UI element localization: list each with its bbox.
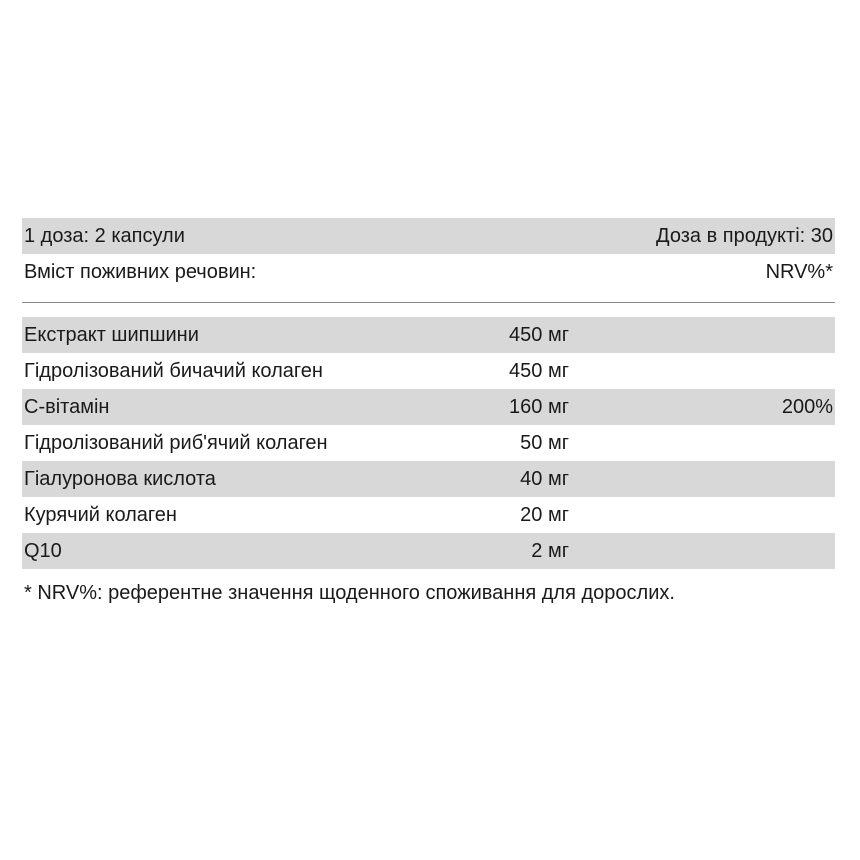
- table-row: [22, 425, 835, 461]
- table-row: [22, 317, 835, 353]
- ingredient-nrv: 200%: [781, 396, 833, 418]
- ingredient-name: Гіалуронова кислота: [24, 468, 216, 490]
- ingredient-name: Курячий колаген: [24, 504, 177, 526]
- table-row: [22, 497, 835, 533]
- ingredient-amount: 50 мг: [520, 432, 569, 454]
- ingredient-amount: 160 мг: [509, 396, 569, 418]
- dose-header-row: [22, 218, 835, 254]
- table-row: [22, 533, 835, 569]
- content-label: Вміст поживних речовин:: [24, 261, 257, 283]
- nrv-header-label: NRV%*: [765, 261, 833, 283]
- table-row: [22, 353, 835, 389]
- table-row: [22, 461, 835, 497]
- table-row: [22, 389, 835, 425]
- ingredient-name: C-вітамін: [24, 396, 110, 418]
- header-divider: [22, 302, 835, 303]
- nrv-footnote: * NRV%: референтне значення щоденного споживання для дорослих.: [24, 582, 675, 604]
- ingredient-name: Q10: [24, 540, 62, 562]
- ingredient-name: Гідролізований риб'ячий колаген: [24, 432, 328, 454]
- servings-label: Доза в продукті: 30: [656, 225, 833, 247]
- ingredient-amount: 2 мг: [531, 540, 569, 562]
- ingredient-amount: 20 мг: [520, 504, 569, 526]
- ingredient-name: Гідролізований бичачий колаген: [24, 360, 323, 382]
- content-header-row: [22, 254, 835, 288]
- ingredient-amount: 450 мг: [509, 360, 569, 382]
- ingredient-amount: 450 мг: [509, 324, 569, 346]
- ingredient-name: Екстракт шипшини: [24, 324, 199, 346]
- ingredient-amount: 40 мг: [520, 468, 569, 490]
- dose-label: 1 доза: 2 капсули: [24, 225, 185, 247]
- nutrition-table: [22, 218, 835, 611]
